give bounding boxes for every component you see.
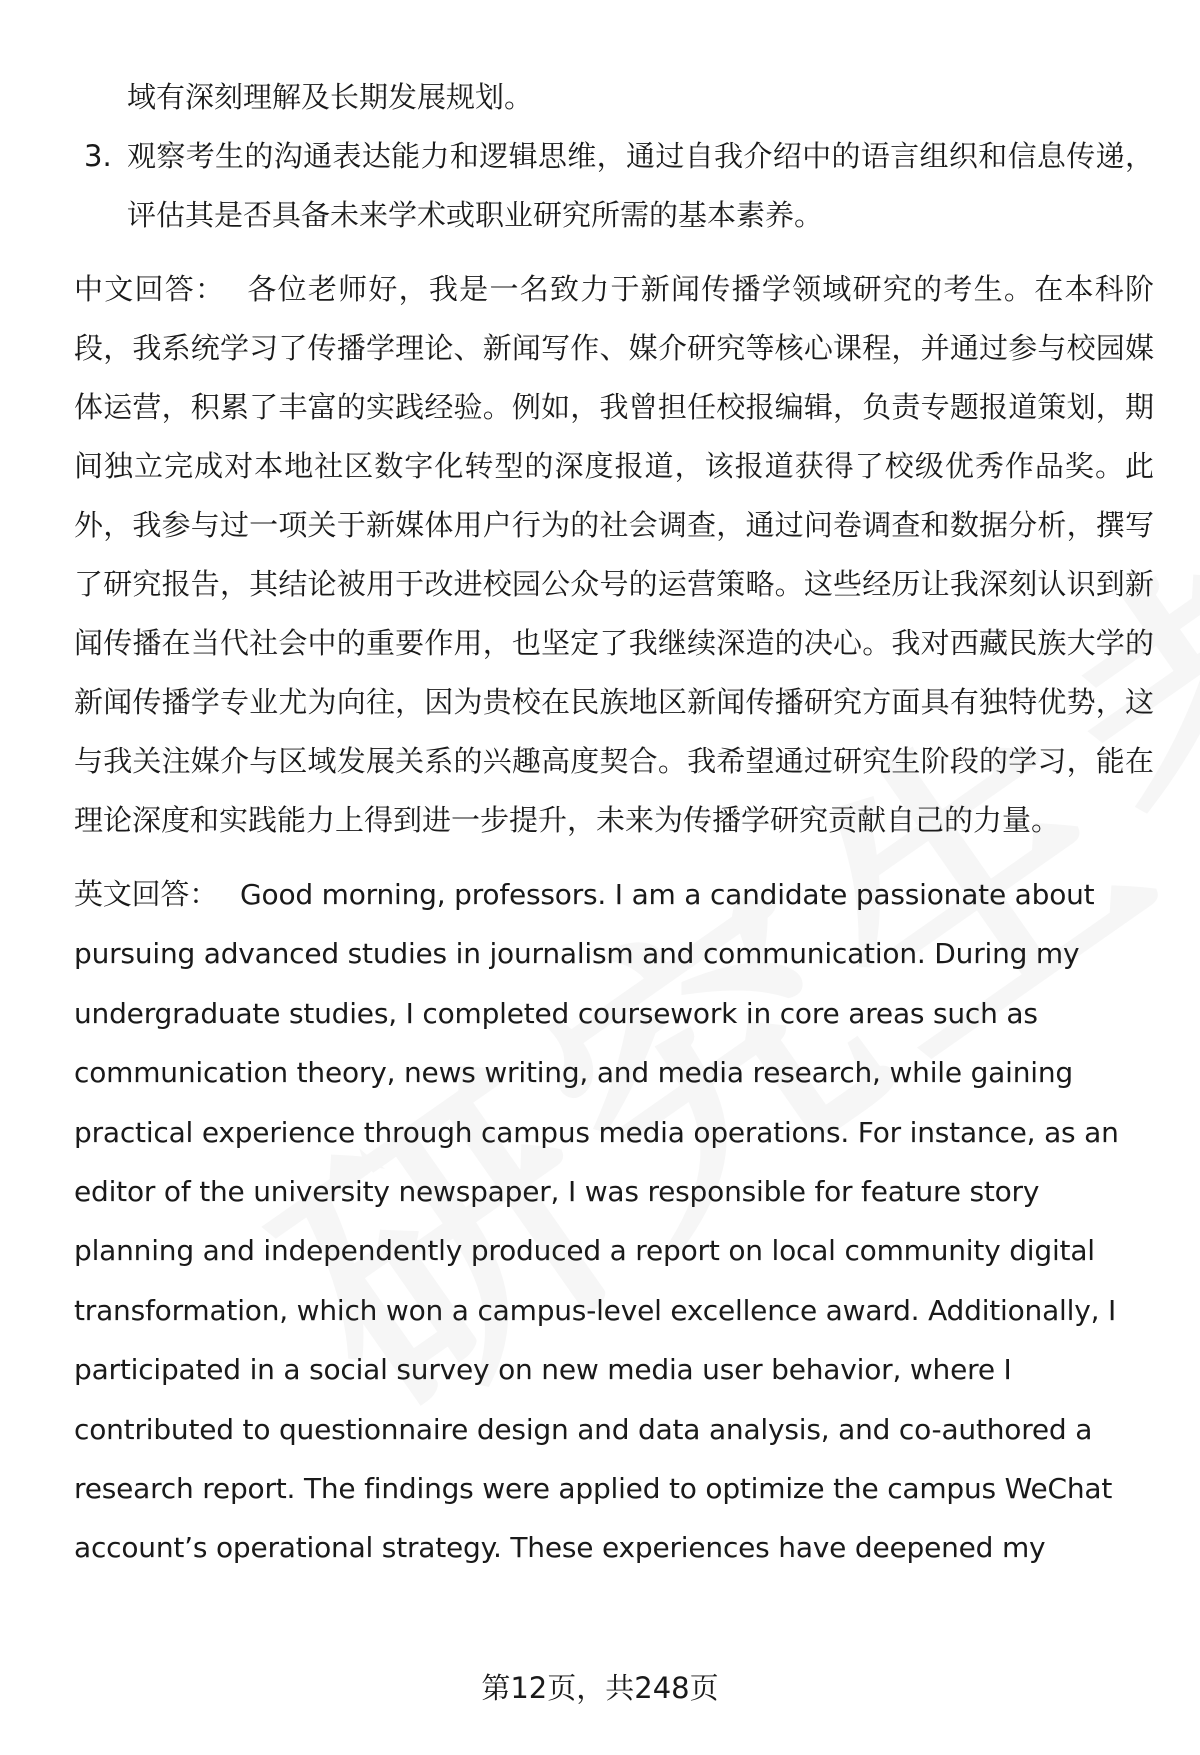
page-number-footer: 第12页，共248页 (481, 1671, 719, 1705)
chinese-answer-paragraph (74, 260, 1154, 850)
english-answer-text: Good morning, professors. I am a candidate passionate about pursuing advanced studies in journalism and communication. During my undergraduate studies, I completed coursework in core areas such as communication theory, news writing, and media research, while gaining practical experience through campus media operations. For instance, as an editor of the university newspaper, I was responsible for feature story planning and independently produced a report on local community digital transformation, which won a campus-level excellence award. Additionally, I participated in a social survey on new media user behavior, where I contributed to questionnaire design and data analysis, and co-authored a research report. The findings were applied to optimize the campus WeChat account’s operational strategy. These experiences have deepened my (74, 878, 1119, 1565)
page-content (74, 68, 1154, 1578)
list-item (74, 127, 1154, 245)
list-item-text: 观察考生的沟通表达能力和逻辑思维，通过自我介绍中的语言组织和信息传递，评估其是否具备未来学术或职业研究所需的基本素养。 (127, 139, 1154, 232)
list-item-number: 3. (84, 139, 112, 173)
chinese-answer-label: 中文回答： (74, 272, 226, 306)
chinese-answer-text: 各位老师好，我是一名致力于新闻传播学领域研究的考生。在本科阶段，我系统学习了传播学理论、新闻写作、媒介研究等核心课程，并通过参与校园媒体运营，积累了丰富的实践经验。例如，我曾担任校报编辑，负责专题报道策划，期间独立完成对本地社区数字化转型的深度报道，该报道获得了校级优秀作品奖。此外，我参与过一项关于新媒体用户行为的社会调查，通过问卷调查和数据分析，撰写了研究报告，其结论被用于改进校园公众号的运营策略。这些经历让我深刻认识到新闻传播在当代社会中的重要作用，也坚定了我继续深造的决心。我对西藏民族大学的新闻传播学专业尤为向往，因为贵校在民族地区新闻传播研究方面具有独特优势，这与我关注媒介与区域发展关系的兴趣高度契合。我希望通过研究生阶段的学习，能在理论深度和实践能力上得到进一步提升，未来为传播学研究贡献自己的力量。 (74, 272, 1154, 837)
english-answer-label: 英文回答： (74, 877, 219, 911)
english-answer-paragraph (74, 865, 1154, 1578)
list-item-continuation: 域有深刻理解及长期发展规划。 (127, 80, 534, 114)
